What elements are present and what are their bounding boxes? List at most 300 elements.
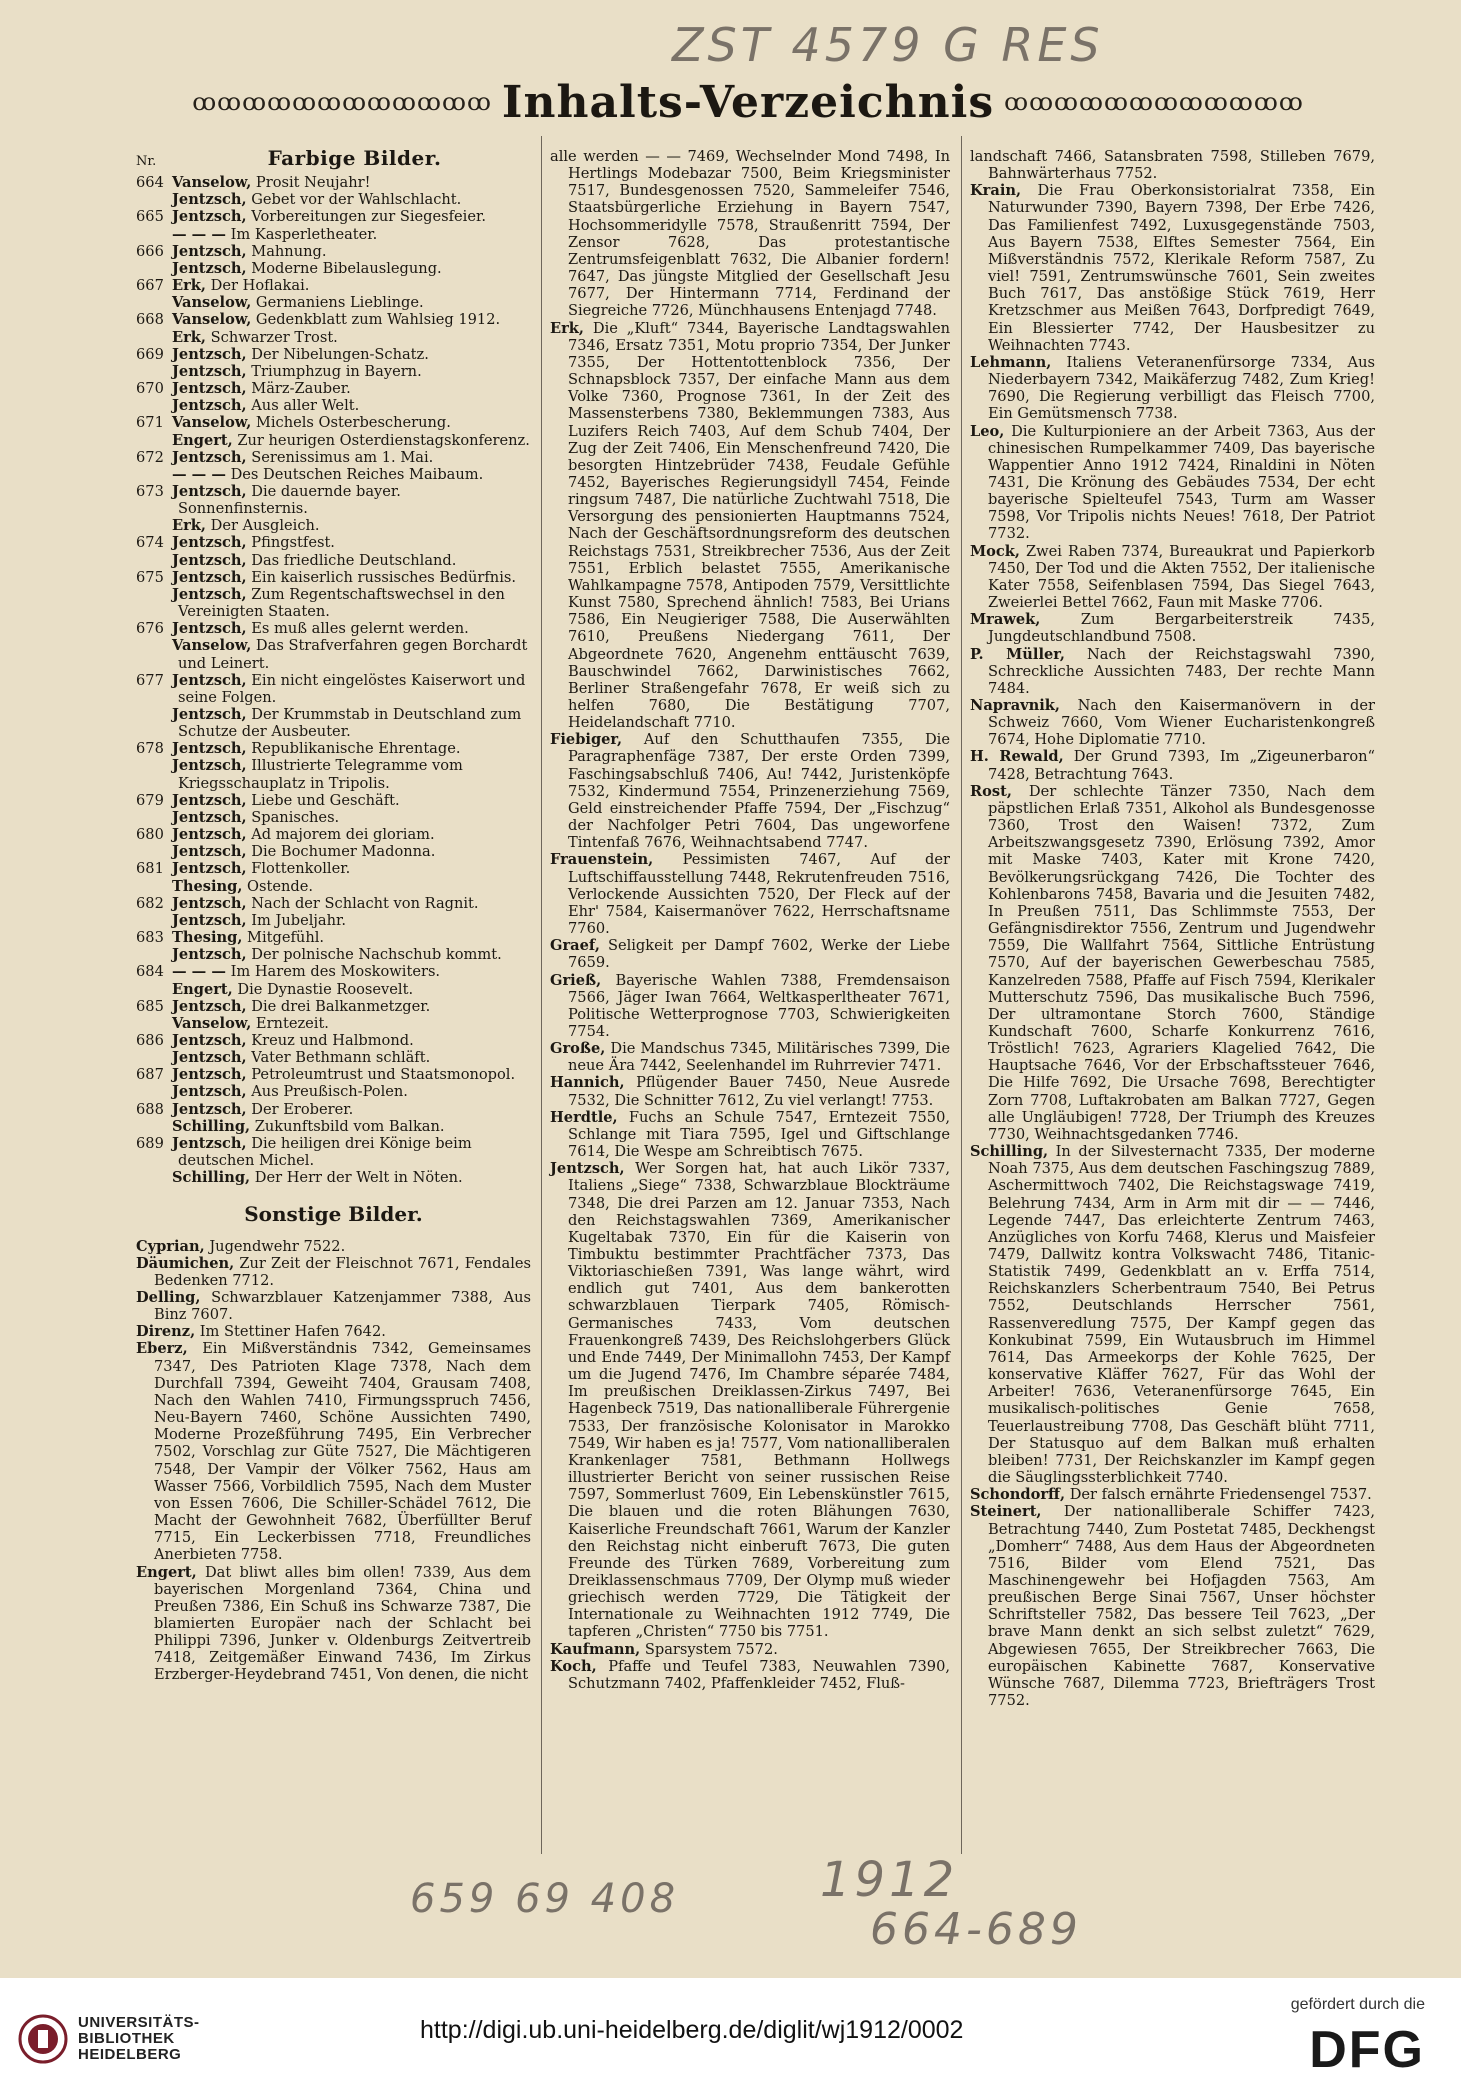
list-item [136, 620, 531, 637]
index-entry [136, 1340, 531, 1563]
work-title: Prosit Neujahr! [251, 174, 371, 192]
item-text [172, 1032, 531, 1049]
artist-name: Fiebiger, [550, 731, 623, 749]
artist-name: — — — [172, 465, 226, 483]
item-number [136, 517, 172, 534]
index-entry [970, 1486, 1375, 1503]
item-text [172, 226, 531, 243]
item-text [172, 912, 531, 929]
university-name-line: HEIDELBERG [78, 2046, 182, 2063]
item-number [136, 637, 172, 671]
artist-name: Jentzsch, [172, 380, 247, 398]
ornament-left: ꝏꝏꝏꝏꝏꝏꝏꝏꝏꝏꝏꝏ [192, 88, 492, 116]
list-item [136, 672, 531, 706]
item-text [172, 706, 531, 740]
footer-bar [0, 1978, 1461, 2086]
artist-name: Vanselow, [172, 637, 252, 655]
work-title: Germaniens Lieblinge. [251, 294, 424, 312]
artist-name: Jentzsch, [172, 551, 247, 569]
item-text [172, 637, 531, 671]
item-number: 673 [136, 482, 164, 500]
item-number: 686 [136, 1031, 164, 1049]
item-text [172, 1135, 531, 1169]
index-entry [136, 1238, 531, 1255]
work-title: Vorbereitungen zur Siegesfeier. [246, 208, 486, 226]
work-title: Pfingstfest. [246, 534, 335, 552]
work-title: Michels Osterbescherung. [251, 414, 451, 432]
artist-name: Koch, [550, 1657, 597, 1675]
item-text [172, 397, 531, 414]
index-entry [970, 182, 1375, 354]
index-entry [136, 1255, 531, 1289]
list-item [136, 809, 531, 826]
artist-name: Jentzsch, [172, 397, 247, 415]
item-number: 664 [136, 174, 164, 192]
list-item [136, 329, 531, 346]
list-item [136, 243, 531, 260]
item-number [136, 1049, 172, 1066]
artist-name: — — — [172, 225, 226, 243]
column-3 [970, 148, 1375, 1709]
entry-works: Nach der Reichstagswahl 7390, Schreckliche Aussichten 7483, Der rechte Mann 7484. [988, 645, 1375, 697]
entry-works: Die Mandschus 7345, Militärisches 7399, Die neue Ära 7442, Seelenhandel im Ruhrrevier 7471. [568, 1040, 950, 1075]
artist-name: Thesing, [172, 929, 243, 947]
artist-name: Jentzsch, [172, 1049, 247, 1067]
entry-works: In der Silvesternacht 7335, Der moderne Noah 7375, Aus dem deutschen Faschingszug 7889, Aschermittwoch 7402, Die Reichstagswage 7419, Belehrung 7434, Arm in Arm mit dir — — 7446, Legende 7447, Das erleichterte Zentrum 7463, Anzügliches von Korfu 7468, Klerus und Maisfeier 7479, Dallwitz kontra Volkswacht 7486, Titanic-Statistik 7499, Gedenkblatt an v. Erffa 7514, Reichskanzlers Scherbentraum 7540, Bei Petrus 7552, Deutschlands Herrscher 7561, Rassenveredlung 7575, Der Kampf gegen das Konkubinat 7599, Ein Wutausbruch im Himmel 7614, Das Armeekorps der Kohle 7625, Der konservative Kläffer 7627, Für das Wohl der Arbeiter! 7636, Veteranenfürsorge 7645, Ein musikalisch-politisches Genie 7658, Teuerlaustreibung 7708, Das Geschäft blüht 7711, Der Statusquo auf dem Balkan muß erhalten bleiben! 7731, Der Reichskanzler im Kampf gegen die Säuglingssterblichkeit 7740. [988, 1143, 1375, 1487]
work-title: Zur heurigen Osterdienstagskonferenz. [232, 431, 530, 449]
list-item [136, 466, 531, 483]
item-number [136, 329, 172, 346]
list-item [136, 226, 531, 243]
artist-name: Jentzsch, [172, 620, 247, 638]
entry-works: landschaft 7466, Satansbraten 7598, Stilleben 7679, Bahnwärterhaus 7752. [970, 148, 1375, 183]
work-title: Ein kaiserlich russisches Bedürfnis. [246, 568, 517, 586]
list-item [136, 1101, 531, 1118]
section-header-colored [136, 146, 531, 170]
work-title: Des Deutschen Reiches Maibaum. [225, 465, 484, 483]
entry-works: Italiens Veteranenfürsorge 7334, Aus Niederbayern 7342, Maikäferzug 7482, Zum Krieg! 7690, Die Regierung verbilligt das Fleisch 7700, Ein Gemütsmensch 7738. [988, 353, 1375, 423]
work-title: Republikanische Ehrentage. [246, 740, 461, 758]
item-text [172, 243, 531, 260]
index-entry [550, 148, 950, 320]
list-item [136, 191, 531, 208]
artist-name: Mock, [970, 542, 1020, 560]
item-number: 674 [136, 534, 164, 552]
item-number [136, 706, 172, 740]
artist-name: Jentzsch, [172, 1134, 247, 1152]
item-text [172, 1049, 531, 1066]
artist-name: Jentzsch, [172, 362, 247, 380]
item-number: 688 [136, 1100, 164, 1118]
university-seal-icon [18, 2014, 68, 2064]
item-text [172, 981, 531, 998]
entry-works: alle werden — — 7469, Wechselnder Mond 7498, In Hertlings Modebazar 7500, Beim Kriegsminister 7517, Bundesgenossen 7520, Sammeleifer 7546, Staatsbürgerliche Erziehung in Bayern 7547, Hochsommeridylle 7578, Straußenritt 7594, Der Zensor 7628, Das protestantische Zentrumsfeigenblatt 7632, Die Albanier fordern! 7647, Das jüngste Mitglied der Gesellschaft Jesu 7677, Der Hintermann 7714, Ferdinand der Siegreiche 7726, Münchhausens Entenjagd 7748. [550, 148, 950, 320]
artist-name: Jentzsch, [172, 860, 247, 878]
entry-works: Die Frau Oberkonsistorialrat 7358, Ein Naturwunder 7390, Bayern 7398, Der Erbe 7426, Das Familienfest 7492, Luxusgegenstände 7503, Aus Bayern 7538, Elftes Semester 7564, Ein Mißverständnis 7572, Klerikale Reform 7587, Zu viel! 7591, Zentrumswünsche 7601, Sein zweites Buch 7617, Das anstößige Stück 7619, Herr Kretzschmer aus Meißen 7643, Dorfpredigt 7649, Ein Blessierter 7742, Der Hausbesitzer zu Weihnachten 7743. [988, 182, 1375, 354]
artist-name: Erk, [172, 277, 207, 295]
index-entry [550, 851, 950, 937]
item-text [172, 878, 531, 895]
artist-name: Däumichen, [136, 1254, 235, 1272]
list-item [136, 895, 531, 912]
entry-works: Auf den Schutthaufen 7355, Die Paragraphenfäge 7387, Der erste Orden 7399, Faschingsabschluß 7406, Au! 7442, Juristenköpfe 7532, Kindermund 7554, Prinzenerziehung 7569, Geld einstreichender Pfaffe 7594, Der „Fischzug“ der Nachfolger Petri 7604, Das ungeworfene Tintenfaß 7676, Weihnachtsabend 7747. [568, 731, 950, 852]
university-logo-block[interactable] [18, 2014, 200, 2064]
work-title: Nach der Schlacht von Ragnit. [246, 894, 479, 912]
artist-name: Direnz, [136, 1323, 196, 1341]
work-title: Gedenkblatt zum Wahlsieg 1912. [251, 311, 501, 329]
list-item [136, 294, 531, 311]
item-number [136, 1169, 172, 1186]
item-number [136, 586, 172, 620]
work-title: Petroleumtrust und Staatsmonopol. [246, 1066, 516, 1084]
index-entry [970, 543, 1375, 612]
artist-name: Eberz, [136, 1340, 188, 1358]
artist-name: Graef, [550, 937, 600, 955]
item-text [172, 1066, 531, 1083]
work-title: Die Bochumer Madonna. [246, 843, 436, 861]
ornament-right: ꝏꝏꝏꝏꝏꝏꝏꝏꝏꝏꝏꝏ [1004, 88, 1304, 116]
artist-name: — — — [172, 963, 226, 981]
list-item [136, 414, 531, 431]
list-item [136, 740, 531, 757]
index-entry [970, 148, 1375, 182]
index-entry [970, 697, 1375, 748]
artist-name: Delling, [136, 1289, 201, 1306]
list-item [136, 449, 531, 466]
item-text [172, 552, 531, 569]
artist-name: Jentzsch, [172, 208, 247, 226]
page-title: Inhalts-Verzeichnis [501, 76, 995, 128]
list-item [136, 380, 531, 397]
column-divider [541, 136, 542, 1854]
work-title: Ein nicht eingelöstes Kaiserwort und seine Folgen. [178, 671, 526, 706]
index-entry [136, 1323, 531, 1340]
item-number [136, 432, 172, 449]
artist-name: Jentzsch, [172, 1066, 247, 1084]
work-title: Illustrierte Telegramme vom Kriegsschauplatz in Tripolis. [178, 757, 463, 792]
item-number [136, 466, 172, 483]
item-text [172, 346, 531, 363]
entry-works: Ein Mißverständnis 7342, Gemeinsames 7347, Des Patrioten Klage 7378, Nach dem Durchfall 7394, Geweiht 7404, Grausam 7408, Nach den Wahlen 7410, Firmungsspruch 7456, Neu-Bayern 7460, Schöne Aussichten 7490, Moderne Prozeßführung 7495, Ein Verbrecher 7502, Vorschlag zur Güte 7527, Die Mächtigeren 7548, Der Vampir der Völker 7562, Haus am Wasser 7566, Vorbildlich 7595, Nach dem Muster von Essen 7606, Die Schiller-Schädel 7612, Die Macht der Gewohnheit 7682, Überfüllter Beruf 7715, Ein Leckerbissen 7718, Freundliches Anerbieten 7758. [154, 1340, 531, 1564]
item-number: 683 [136, 929, 164, 947]
list-item [136, 517, 531, 534]
work-title: Aus Preußisch-Polen. [246, 1083, 408, 1101]
list-item [136, 757, 531, 791]
section-heading: Farbige Bilder. [267, 146, 442, 170]
work-title: Zum Regentschaftswechsel in den Vereinigten Staaten. [178, 585, 505, 621]
artist-name: Jentzsch, [172, 911, 247, 929]
work-title: Spanisches. [246, 808, 340, 826]
work-title: Der Ausgleich. [206, 517, 320, 535]
index-entry [550, 1074, 950, 1108]
work-title: Der Krummstab in Deutschland zum Schutze der Ausbeuter. [178, 706, 522, 741]
column-divider [961, 136, 962, 1854]
index-entry [970, 783, 1375, 1143]
list-item [136, 432, 531, 449]
item-number: 680 [136, 826, 164, 844]
item-text [172, 929, 531, 946]
artist-name: Jentzsch, [172, 826, 247, 844]
handwritten-call-number: 659 69 408 [410, 1876, 680, 1922]
artist-name: Engert, [172, 431, 233, 449]
colored-pictures-list [136, 174, 531, 1186]
work-title: Die drei Balkanmetzger. [246, 997, 431, 1015]
item-text [172, 1083, 531, 1100]
index-entry [136, 1564, 531, 1684]
list-item [136, 483, 531, 517]
artist-name: Grieß, [550, 971, 602, 989]
artist-name: Jentzsch, [172, 740, 247, 758]
item-text [172, 208, 531, 225]
item-number: 665 [136, 208, 164, 226]
work-title: Vater Bethmann schläft. [246, 1049, 431, 1067]
artist-name: H. Rewald, [970, 748, 1064, 766]
item-text [172, 414, 531, 431]
artist-name: Jentzsch, [172, 345, 247, 363]
item-number: 667 [136, 277, 164, 295]
list-item [136, 1032, 531, 1049]
entry-works: Der Grund 7393, Im „Zigeunerbaron“ 7428, Betrachtung 7643. [988, 748, 1375, 783]
item-text [172, 569, 531, 586]
work-title: Der Herr der Welt in Nöten. [250, 1169, 463, 1187]
work-title: Im Jubeljahr. [246, 911, 347, 929]
artist-name: Jentzsch, [172, 997, 247, 1015]
item-number [136, 260, 172, 277]
item-number [136, 946, 172, 963]
item-number [136, 878, 172, 895]
item-text [172, 260, 531, 277]
list-item [136, 963, 531, 980]
nr-label: Nr. [136, 154, 157, 169]
item-text [172, 672, 531, 706]
item-text [172, 757, 531, 791]
artist-name: Thesing, [172, 877, 243, 895]
item-text [172, 998, 531, 1015]
list-item [136, 1015, 531, 1032]
item-number [136, 294, 172, 311]
work-title: Der Eroberer. [246, 1100, 354, 1118]
item-number: 676 [136, 620, 164, 638]
list-item [136, 878, 531, 895]
work-title: Gebet vor der Wahlschlacht. [246, 191, 462, 209]
artist-name: Jentzsch, [550, 1160, 625, 1178]
column-1 [136, 148, 531, 1684]
work-title: Ad majorem dei gloriam. [246, 826, 435, 844]
list-item [136, 569, 531, 586]
item-text [172, 740, 531, 757]
artist-name: Jentzsch, [172, 568, 247, 586]
entry-works: Seligkeit per Dampf 7602, Werke der Liebe 7659. [568, 937, 950, 972]
work-title: Das Strafverfahren gegen Borchardt und Leinert. [178, 637, 528, 672]
work-title: Der Nibelungen-Schatz. [246, 345, 429, 363]
artist-name: Hannich, [550, 1074, 625, 1092]
artist-name: Große, [550, 1040, 606, 1058]
funding-label: gefördert durch die [1290, 1996, 1425, 2013]
item-number [136, 809, 172, 826]
source-url-link[interactable]: http://digi.ub.uni-heidelberg.de/diglit/wj1912/0002 [420, 2016, 964, 2044]
item-text [172, 517, 531, 534]
artist-name: Jentzsch, [172, 1083, 247, 1101]
artist-name: Jentzsch, [172, 946, 247, 964]
index-entry [550, 1641, 950, 1658]
work-title: Mitgefühl. [242, 929, 325, 947]
item-number: 677 [136, 671, 164, 689]
artist-name: Jentzsch, [172, 757, 247, 775]
index-entry [550, 320, 950, 732]
item-text [172, 277, 531, 294]
entry-works: Pfaffe und Teufel 7383, Neuwahlen 7390, Schutzmann 7402, Pfaffenkleider 7452, Fluß- [568, 1657, 950, 1692]
work-title: Triumphzug in Bayern. [246, 362, 422, 380]
item-text [172, 363, 531, 380]
entry-works: Der schlechte Tänzer 7350, Nach dem päpstlichen Erlaß 7351, Alkohol als Bundesgenosse 7360, Trost den Waisen! 7372, Zum Arbeitszwangsgesetz 7390, Erlösung 7392, Amor mit Maske 7403, Kater mit Krone 7420, Bevölkerungsrückgang 7426, Die Tochter des Kohlenbarons 7458, Bavaria und die Jesuiten 7482, In Preußen 7511, Das Schlimmste 7553, Der Gefängnisdirektor 7556, Zentrum und Jugendwehr 7559, Die Wallfahrt 7564, Sittliche Entrüstung 7570, Auf der bayerischen Gewerbeschau 7585, Kanzelreden 7588, Pfaffe auf Fisch 7594, Klerikaler Mutterschutz 7596, Das musikalische Buch 7596, Der ultramontane Storch 7600, Ständige Kundschaft 7600, Scharfe Konkurrenz 7616, Tröstlich! 7623, Agrariers Klagelied 7642, Die Hauptsache 7646, Vor der Erbschaftssteuer 7646, Die Hilfe 7692, Die Ursache 7698, Berechtigter Zorn 7708, Luftakrobaten am Balkan 7727, Gegen alle Ungläubigen! 7728, Der Triumph des Kreuzes 7730, Weihnachtsgedanken 7746. [988, 782, 1375, 1143]
entry-works: Die Kulturpioniere an der Arbeit 7363, Aus der chinesischen Rumpelkammer 7409, Das bayerische Wappentier Anno 1912 7424, Rinaldini in Nöten 7431, Die Krönung des Gebäudes 7534, Der echt bayerische Spielteufel 7543, Turm am Wasser 7598, Vor Tripolis nichts Neues! 7618, Der Patriot 7732. [988, 422, 1375, 543]
entry-works: Pflügender Bauer 7450, Neue Ausrede 7532, Die Schnitter 7612, Zu viel verlangt! 7753. [568, 1074, 950, 1109]
item-text [172, 792, 531, 809]
item-number [136, 757, 172, 791]
artist-name: Jentzsch, [172, 482, 247, 500]
work-title: Liebe und Geschäft. [246, 791, 400, 809]
item-number: 682 [136, 894, 164, 912]
artist-name: Jentzsch, [172, 706, 247, 723]
dfg-logo[interactable]: DFG [1309, 2021, 1425, 2079]
entry-works: Der nationalliberale Schiffer 7423, Betrachtung 7440, Zum Postetat 7485, Deckhengst „Domherr“ 7488, Aus dem Haus der Abgeordneten 7516, Bilder vom Elend 7521, Das Maschinengewehr bei Hofjagden 7563, Am preußischen Berge Sinai 7567, Unser höchster Schriftsteller 7582, Das bessere Teil 7623, „Der brave Mann denkt an sich selbst zuletzt“ 7629, Abgewiesen 7655, Der Streikbrecher 7663, Die europäischen Kabinette 7687, Konservative Wünsche 7687, Dilemma 7723, Briefträgers Trost 7752. [988, 1503, 1375, 1710]
list-item [136, 826, 531, 843]
list-item [136, 1118, 531, 1135]
item-text [172, 432, 531, 449]
work-title: Im Harem des Moskowiters. [225, 963, 441, 981]
artist-name: Rost, [970, 782, 1012, 800]
work-title: Der polnische Nachschub kommt. [246, 946, 502, 964]
item-text [172, 586, 531, 620]
item-text [172, 620, 531, 637]
item-text [172, 860, 531, 877]
entry-works: Pessimisten 7467, Auf der Luftschiffausstellung 7448, Rekrutenfreuden 7516, Verlockende Aussichten 7520, Der Fleck auf der Ehr' 7584, Kaisermanöver 7622, Herrschaftsname 7760. [568, 851, 950, 938]
item-number [136, 191, 172, 208]
artist-name: Vanselow, [172, 294, 252, 312]
list-item [136, 860, 531, 877]
item-number: 685 [136, 997, 164, 1015]
work-title: Im Kasperletheater. [225, 225, 378, 243]
list-item [136, 946, 531, 963]
entry-works: Schwarzblauer Katzenjammer 7388, Aus Binz 7607. [154, 1289, 531, 1324]
artist-name: Jentzsch, [172, 808, 247, 826]
artist-name: Kaufmann, [550, 1640, 641, 1658]
list-item [136, 208, 531, 225]
list-item [136, 929, 531, 946]
list-item [136, 1083, 531, 1100]
work-title: Flottenkoller. [246, 860, 351, 878]
artist-name: Jentzsch, [172, 448, 247, 466]
item-text [172, 380, 531, 397]
handwritten-range: 664-689 [870, 1904, 1082, 1955]
list-item [136, 706, 531, 740]
item-number [136, 552, 172, 569]
artist-name: Leo, [970, 422, 1005, 440]
artist-name: Vanselow, [172, 414, 252, 432]
section-heading: Sonstige Bilder. [244, 1202, 423, 1227]
item-text [172, 1118, 531, 1135]
index-entry [136, 1289, 531, 1323]
entry-works: Der falsch ernährte Friedensengel 7537. [1065, 1486, 1372, 1504]
entry-works: Jugendwehr 7522. [204, 1237, 346, 1255]
item-text [172, 1101, 531, 1118]
work-title: Der Hoflakai. [206, 277, 310, 295]
index-entry [970, 423, 1375, 543]
item-text [172, 329, 531, 346]
work-title: Moderne Bibelauslegung. [246, 259, 442, 277]
entry-works: Bayerische Wahlen 7388, Fremdensaison 7566, Jäger Iwan 7664, Weltkasperltheater 7671, Politische Wetterprognose 7703, Schwierigkeiten 7754. [568, 971, 950, 1040]
list-item [136, 534, 531, 551]
list-item [136, 586, 531, 620]
item-number: 684 [136, 963, 164, 981]
artist-name: Schilling, [970, 1143, 1049, 1161]
work-title: Mahnung. [246, 242, 327, 260]
index-entry [550, 1160, 950, 1640]
other-pictures-list [136, 1238, 531, 1684]
item-number [136, 981, 172, 998]
item-number: 669 [136, 345, 164, 363]
item-number: 679 [136, 791, 164, 809]
item-text [172, 294, 531, 311]
item-number [136, 1015, 172, 1032]
artist-name: Napravnik, [970, 697, 1060, 714]
item-number: 675 [136, 568, 164, 586]
artist-name: Cyprian, [136, 1237, 205, 1255]
work-title: Die heiligen drei Könige beim deutschen Michel. [178, 1134, 472, 1170]
artist-name: Krain, [970, 182, 1022, 200]
entry-works: Zur Zeit der Fleischnot 7671, Fendales Bedenken 7712. [154, 1254, 531, 1289]
item-number [136, 363, 172, 380]
list-item [136, 792, 531, 809]
artist-name: Erk, [172, 328, 207, 346]
item-number [136, 1118, 172, 1135]
artist-name: Jentzsch, [172, 534, 247, 552]
entry-works: Im Stettiner Hafen 7642. [195, 1323, 386, 1341]
index-entry [970, 646, 1375, 697]
artist-name: Jentzsch, [172, 1031, 247, 1049]
artist-name: Jentzsch, [172, 843, 247, 861]
index-entry [550, 1109, 950, 1160]
list-item [136, 311, 531, 328]
artist-name: Engert, [136, 1563, 197, 1581]
list-item [136, 912, 531, 929]
work-title: Die Dynastie Roosevelt. [232, 980, 414, 998]
entry-works: Zum Bergarbeiterstreik 7435, Jungdeutschlandbund 7508. [988, 611, 1375, 646]
item-text [172, 895, 531, 912]
list-item [136, 1049, 531, 1066]
item-text [172, 449, 531, 466]
artist-name: Lehmann, [970, 353, 1052, 371]
artist-name: Jentzsch, [172, 259, 247, 277]
entry-works: Wer Sorgen hat, hat auch Likör 7337, Italiens „Siege“ 7338, Schwarzblaue Blockträume 7348, Die drei Parzen am 12. Januar 7353, Nach den Reichstagswahlen 7369, Amerikanischer Kugeltabak 7370, Ein für die Kaiserin von Timbuktu bestimmter Prachtfächer 7373, Das Viktoriaschießen 7391, Was lange währt, wird endlich gut 7401, Aus dem bankerotten schwarzblauen Tierpark 7405, Römisch-Germanisches 7433, Vom deutschen Frauenkongreß 7439, Des Reichslohgerbers Glück und Ende 7449, Der Minimallohn 7453, Der Kampf um die Jugend 7476, Im Chambre séparée 7484, Im preußischen Dreiklassen-Zirkus 7497, Bei Hagenbeck 7519, Das nationalliberale Führergenie 7533, Der französische Kolonisator in Marokko 7549, Wir haben es ja! 7577, Vom nationalliberalen Krankenlager 7581, Bethmann Hollwegs illustrierter Bericht von seiner russischen Reise 7597, Sommerlust 7609, Ein Lebenskünstler 7615, Die blauen und die roten Blähungen 7630, Kaiserliche Freundschaft 7661, Warum der Kanzler den Reichstag nicht einberuft 7673, Die guten Freunde des Türken 7689, Vorbereitung zum Dreiklassenschmaus 7709, Der Olymp muß wieder griechisch werden 7729, Die Tätigkeit der Internationale zu Weihnachten 1912 7749, Die tapferen „Christen“ 7750 bis 7751. [568, 1160, 950, 1641]
list-item [136, 552, 531, 569]
artist-name: Jentzsch, [172, 242, 247, 260]
index-entry [550, 1040, 950, 1074]
work-title: Schwarzer Trost. [206, 328, 338, 346]
work-title: Die dauernde bayer. Sonnenfinsternis. [178, 482, 401, 518]
artist-name: Erk, [550, 319, 585, 337]
artist-name: Jentzsch, [172, 894, 247, 912]
entry-works: Dat bliwt alles bim ollen! 7339, Aus dem bayerischen Morgenland 7364, China und Preußen 7386, Ein Schuß ins Schwarze 7387, Die blamierten Europäer nach der Schlacht bei Philippi 7396, Junker v. Oldenburgs Zeitvertreib 7418, Zeitgemäßer Einwand 7436, Im Zirkus Erzberger-Heydebrand 7451, Von denen, die nicht [154, 1563, 531, 1684]
item-text [172, 174, 531, 191]
university-name [78, 2015, 200, 2063]
index-entry [970, 748, 1375, 782]
item-number: 678 [136, 740, 164, 758]
title-bar [116, 74, 1380, 130]
list-item [136, 346, 531, 363]
university-name-line: UNIVERSITÄTS- [78, 2014, 200, 2031]
work-title: Zukunftsbild vom Balkan. [250, 1117, 445, 1135]
